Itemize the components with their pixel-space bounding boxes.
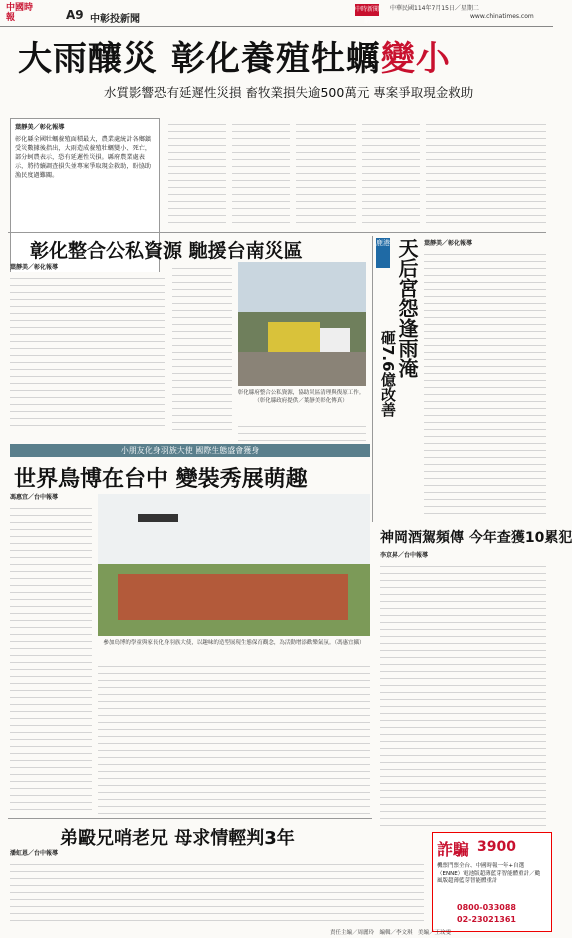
subscription-ad[interactable]: [432, 832, 552, 932]
policy-byline: 葉靜美／彰化報導: [10, 264, 59, 271]
main-column-5: [426, 118, 546, 226]
main-column-3: [296, 118, 356, 226]
lead-text: 彰化縣全國牡蠣養殖面積最大，農業處統計各鄉鎮受災數據後指出，大雨造成養殖牡蠣變小、死亡，部分蚵農表示，恐有延遲性災損。縣府農業處表示，將持續調查損失並專案爭取現金救助，盼協助漁民度過難關。: [15, 136, 152, 179]
main-column-4: [362, 118, 420, 226]
side-byline: 葉靜美／彰化報導: [424, 240, 473, 247]
main-headline: [18, 31, 451, 80]
policy-photo: [238, 262, 366, 386]
family-body: [10, 858, 424, 924]
family-title: 弟毆兄哨老兄 母求情輕判3年: [60, 828, 295, 849]
site-url: www.chinatimes.com: [470, 13, 534, 20]
main-headline-accent: 變小: [380, 39, 451, 79]
main-headline-text: 大雨釀災 彰化養殖牡蠣: [18, 39, 381, 79]
family-byline: 潘虹恩／台中報導: [10, 850, 59, 857]
main-subhead: 水質影響恐有延遲性災損 畜牧業損失逾500萬元 專案爭取現金救助: [104, 85, 474, 100]
bird-kicker: 小朋友化身羽族大使 國際生態盛會獲身: [10, 444, 370, 457]
bird-caption: 參加鳥博的學童與家長化身羽族大使，以趣味的造型展現生態保育觀念，為活動增添歡樂氣氛。（馮惠宜攝）: [103, 640, 365, 646]
main-column-1: [168, 118, 226, 226]
date-masthead: 中華民國114年7月15日／星期二: [390, 5, 479, 12]
side-body: [424, 248, 546, 520]
brand-badge: 中時新聞網: [355, 6, 380, 25]
ad-phone-1: 0800-033088: [457, 903, 516, 912]
divider: [8, 818, 372, 819]
newspaper-logo: 中國時報: [6, 3, 34, 23]
fraud-title: 神岡酒駕頻傳 今年查獲10累犯: [380, 530, 572, 546]
fraud-byline: 李京昇／台中報導: [380, 552, 429, 559]
bird-byline: 馮惠宜／台中報導: [10, 494, 59, 501]
bird-title: 世界鳥博在台中 變裝秀展萌趣: [14, 467, 308, 492]
policy-column-1: [10, 272, 165, 432]
side-title-sub: 砸7.6億改善: [379, 330, 397, 417]
policy-column-2: [172, 262, 232, 432]
bird-column-1: [10, 502, 92, 814]
policy-title: 彰化整合公私資源 馳援台南災區: [30, 240, 303, 262]
section-title: 中彰投新聞: [90, 14, 140, 25]
ad-price: 3900: [477, 839, 516, 855]
bird-column-2: [98, 660, 370, 814]
divider: [8, 232, 546, 233]
policy-caption: 彰化縣府整合公私資源，協助災區清理與復原工作。（彰化縣政府提供／葉靜美彰化傳真）: [237, 390, 365, 404]
page-number: A9: [66, 8, 84, 22]
bird-photo: [98, 494, 370, 636]
ad-phone-2: 02-23021361: [457, 915, 516, 924]
editors-credit: 責任主編／周麗玲 編輯／李文琪 美編／王玟雯: [330, 930, 452, 936]
side-tag: 鹿港: [376, 238, 390, 268]
ad-brand: 詐騙: [437, 840, 470, 859]
fraud-body: [380, 560, 546, 828]
ad-note: 機票門票全台、中國時報一年+自選（ENNE）電池版超薄藍芽智能體重計／颱風版超薄藍芽智能體重計: [437, 863, 541, 884]
side-title-main: 天后宮怨逢雨淹: [395, 238, 419, 378]
lead-byline: 葉靜美／彰化報導: [15, 124, 65, 131]
main-column-2: [232, 118, 290, 226]
